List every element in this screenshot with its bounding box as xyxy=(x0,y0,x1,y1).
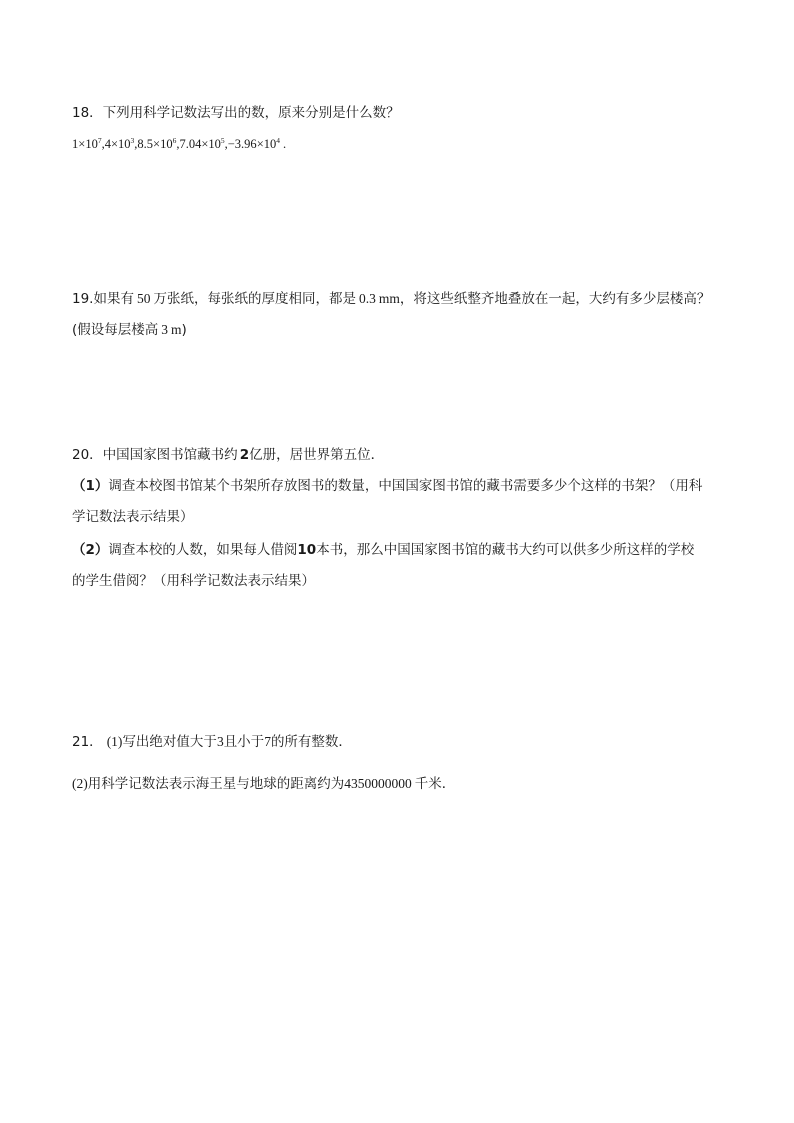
question-number: 18． xyxy=(72,105,103,121)
question-18-numbers: $1\times 10^7,4\times 10^3,8.5\times 10^6,7.04\times 10^5,-3.96\times 10^4$ . xyxy=(72,136,287,151)
sci-number-1: $1\times 10^7$ xyxy=(72,136,102,151)
question-19-line-2: (假设每层楼高 3 m) xyxy=(72,322,187,338)
question-20-part-1-line-1: （1）调查本校图书馆某个书架所存放图书的数量，中国国家图书馆的藏书需要多少个这样的书架？（用科 xyxy=(72,478,703,494)
question-20-title: 20．中国国家图书馆藏书约 2亿册，居世界第五位． xyxy=(72,447,385,463)
question-text: 下列用科学记数法写出的数，原来分别是什么数？ xyxy=(102,105,400,121)
sci-number-4: $7.04\times 10^5$ xyxy=(179,136,225,151)
question-number: 20． xyxy=(72,447,103,463)
question-20-part-1-line-2: 学记数法表示结果） xyxy=(72,509,194,525)
question-19-line-1: 19.如果有 50 万张纸，每张纸的厚度相同，都是 0.3 mm，将这些纸整齐地叠放在一起，大约有多少层楼高？ xyxy=(72,291,711,307)
sci-number-3: $8.5\times 10^6$ xyxy=(137,136,177,151)
sci-number-5: $-3.96\times 10^4$ xyxy=(227,136,280,151)
question-21-part-1: 21． (1)写出绝对值大于3且小于7的所有整数． xyxy=(72,734,352,750)
question-21-part-2: (2)用科学记数法表示海王星与地球的距离约为4350000000 千米． xyxy=(72,776,456,792)
question-18-title xyxy=(72,103,400,123)
question-20-part-2-line-1: （2）调查本校的人数，如果每人借阅10本书，那么中国国家图书馆的藏书大约可以供多少所这样的学校 xyxy=(72,542,695,558)
question-20-part-2-line-2: 的学生借阅？（用科学记数法表示结果） xyxy=(72,573,315,589)
sci-number-2: $4\times 10^3$ xyxy=(104,136,135,151)
question-number: 19. xyxy=(72,291,94,307)
question-number: 21． xyxy=(72,734,103,750)
